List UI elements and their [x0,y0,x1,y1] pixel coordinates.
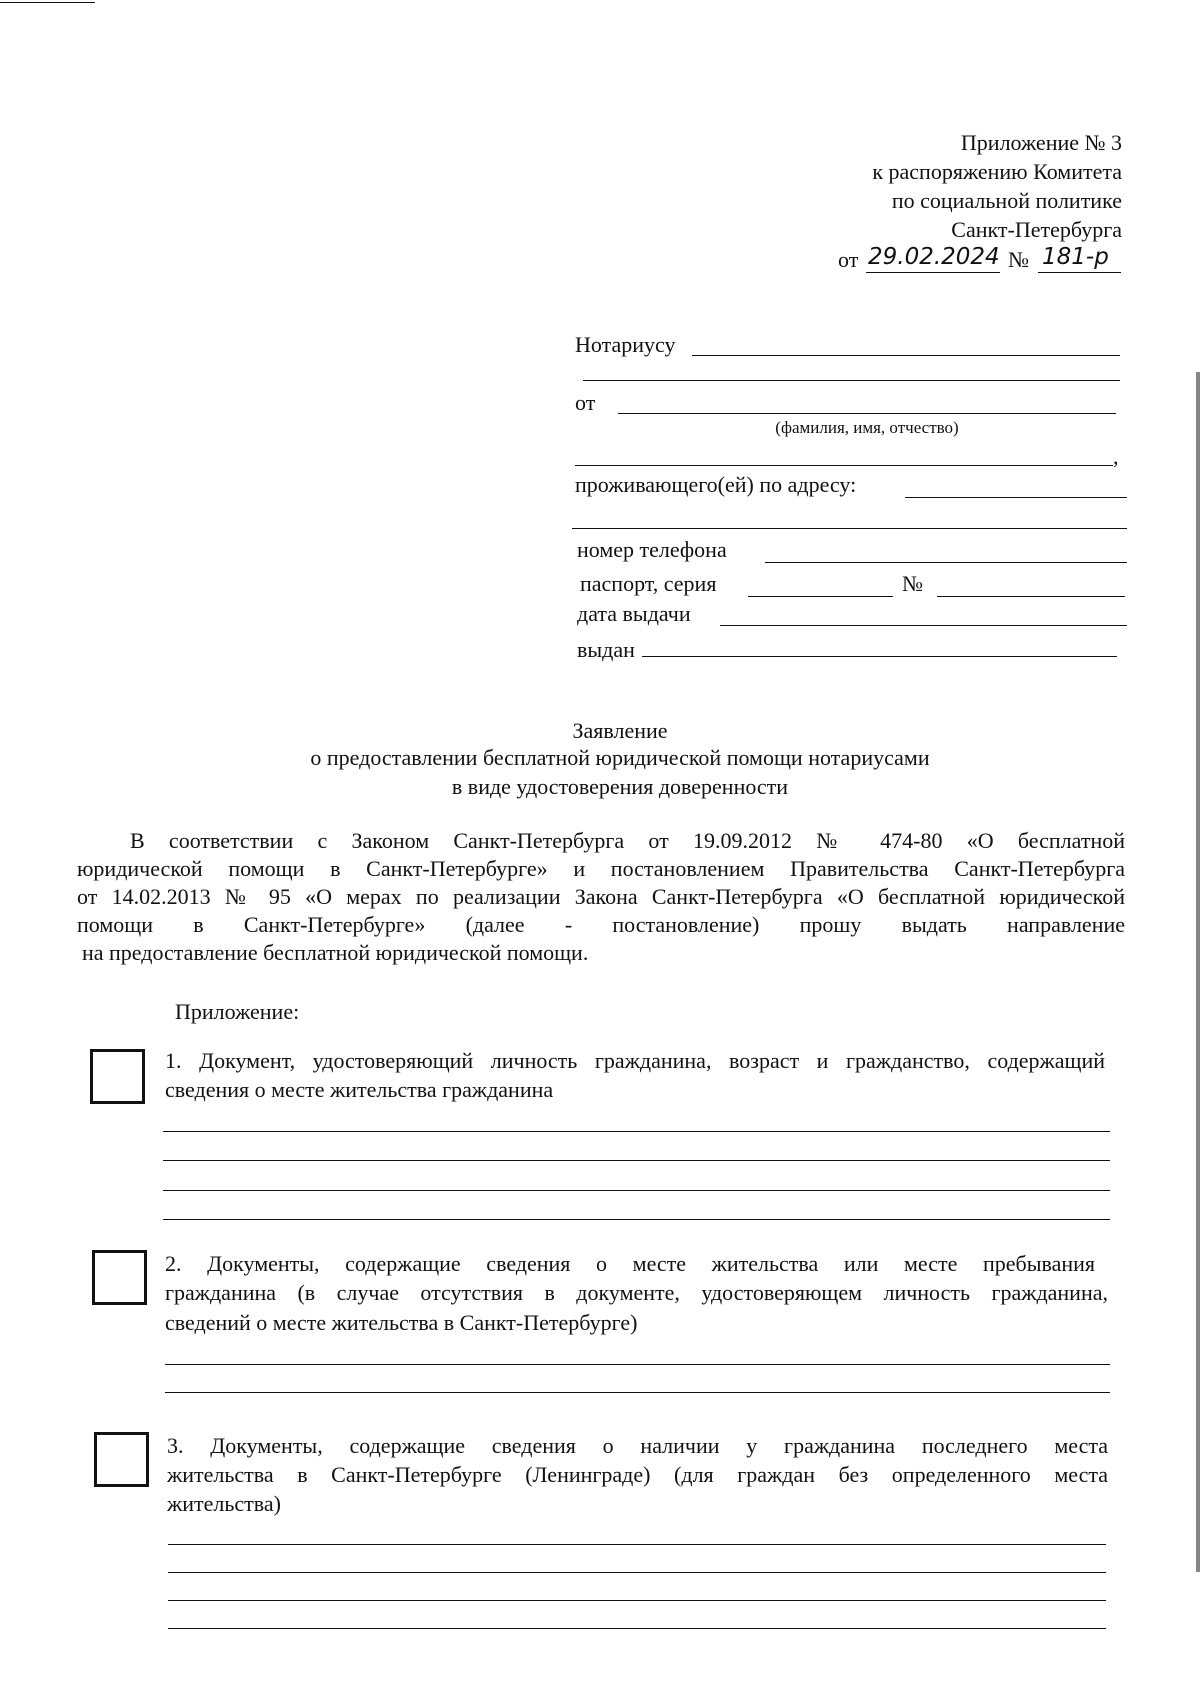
attachment-3-line-3: жительства) [167,1491,281,1516]
passport-number-label: № [902,571,923,596]
header-line4: Санкт-Петербурга [951,217,1122,242]
attachment-1-field-1[interactable] [163,1131,1110,1132]
issued-by-field[interactable] [642,656,1117,657]
title-line1: Заявление [572,718,668,743]
scan-artifact-top [0,2,95,3]
address-field[interactable] [905,497,1127,498]
attachment-2-field-1[interactable] [165,1364,1110,1365]
header-line2: к распоряжению Комитета [872,159,1122,184]
attachment-1-checkbox[interactable] [90,1049,145,1104]
issue-date-field[interactable] [720,625,1127,626]
phone-field[interactable] [765,562,1127,563]
issued-by-label: выдан [577,637,635,662]
body-line-2: юридической помощи в Санкт-Петербурге» и постановлением Правительства Санкт-Петербурга [77,856,1125,881]
scan-edge-shadow [1196,372,1200,1572]
header-date-underline [866,272,1000,273]
attachment-1-line-2: сведения о месте жительства гражданина [165,1077,554,1102]
attachment-3-checkbox[interactable] [94,1432,149,1487]
header-number-underline [1038,272,1121,273]
attachments-label: Приложение: [175,999,300,1024]
attachment-1-line-1: 1. Документ, удостоверяющий личность гражданина, возраст и гражданство, содержащий [165,1048,1105,1073]
body-line-3: от 14.02.2013 № 95 «О мерах по реализации Закона Санкт-Петербурга «О бесплатной юридической [77,884,1125,909]
from-label: от [575,390,596,415]
attachment-2-line-1: 2. Документы, содержащие сведения о месте жительства или месте пребывания [165,1251,1095,1276]
attachment-1-field-3[interactable] [163,1190,1110,1191]
fio-comma: , [1113,444,1119,469]
attachment-2-line-2: гражданина (в случае отсутствия в документе, удостоверяющем личность гражданина, [165,1280,1108,1305]
title-line3: в виде удостоверения доверенности [451,774,789,799]
attachment-3-field-2[interactable] [168,1572,1106,1573]
attachment-2-checkbox[interactable] [92,1250,147,1305]
header-number-handwritten: 181-р [1042,244,1109,270]
attachment-1-field-2[interactable] [163,1160,1110,1161]
attachment-3-line-1: 3. Документы, содержащие сведения о наличии у гражданина последнего места [167,1433,1108,1458]
attachment-3-field-1[interactable] [168,1544,1106,1545]
notary-label: Нотариусу [575,332,676,357]
header-appendix: Приложение № 3 [960,130,1122,155]
body-line-4: помощи в Санкт-Петербурге» (далее - постановление) прошу выдать направление [77,912,1125,937]
attachment-3-line-2: жительства в Санкт-Петербурге (Ленинграде) (для граждан без определенного места [167,1462,1108,1487]
attachment-3-field-3[interactable] [168,1600,1106,1601]
header-number-label: № [1008,247,1029,272]
passport-series-field[interactable] [748,596,893,597]
notary-field-line2[interactable] [583,380,1120,381]
issue-date-label: дата выдачи [577,601,691,626]
attachment-2-line-3: сведений о месте жительства в Санкт-Петербурге) [165,1310,638,1335]
title-line2: о предоставлении бесплатной юридической помощи нотариусами [310,745,930,770]
passport-series-label: паспорт, серия [580,571,717,596]
attachment-2-field-2[interactable] [165,1392,1110,1393]
header-date-handwritten: 29.02.2024 [868,244,1000,270]
fio-field-line2[interactable] [575,465,1113,466]
notary-field[interactable] [692,355,1120,356]
header-line3: по социальной политике [891,188,1122,213]
address-field-line2[interactable] [572,528,1127,529]
body-line-1: В соответствии с Законом Санкт-Петербурга от 19.09.2012 № 474-80 «О бесплатной [130,828,1125,853]
phone-label: номер телефона [577,537,727,562]
header-from-label: от [838,247,859,272]
body-line-5: на предоставление бесплатной юридической помощи. [82,940,589,965]
fio-hint: (фамилия, имя, отчество) [775,418,959,437]
address-label: проживающего(ей) по адресу: [575,472,857,497]
attachment-1-field-4[interactable] [163,1219,1110,1220]
attachment-3-field-4[interactable] [168,1628,1106,1629]
fio-field[interactable] [618,413,1116,414]
passport-number-field[interactable] [937,596,1125,597]
